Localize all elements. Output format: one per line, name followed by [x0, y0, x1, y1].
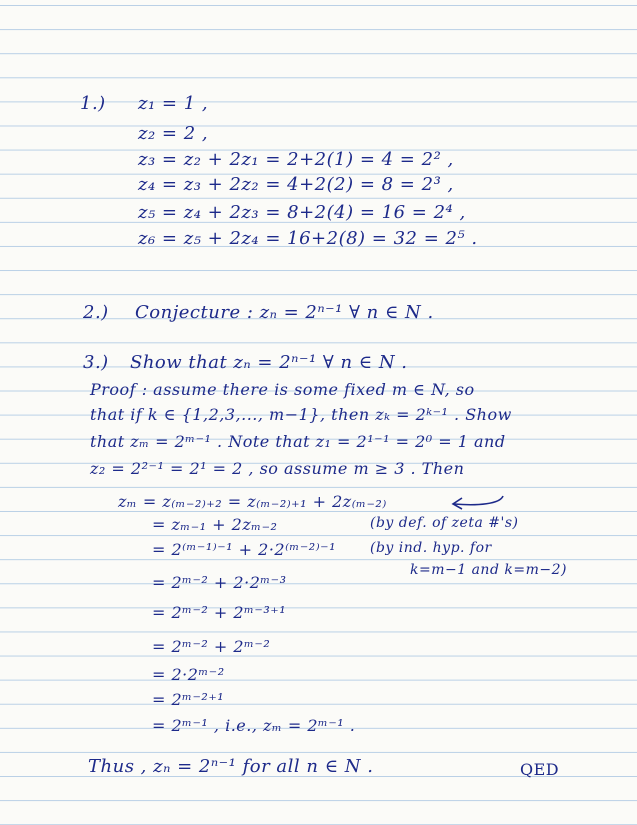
part1-line-6: z₆ = z₅ + 2z₄ = 16+2(8) = 32 = 2⁵ . [138, 228, 478, 249]
calc-line-9: = 2ᵐ⁻¹ , i.e., zₘ = 2ᵐ⁻¹ . [152, 716, 356, 735]
calc-line-1: zₘ = z₍ₘ₋₂₎₊₂ = z₍ₘ₋₂₎₊₁ + 2z₍ₘ₋₂₎ [118, 492, 387, 511]
part3-number: 3.) [83, 352, 109, 373]
calc-line-4: = 2ᵐ⁻² + 2·2ᵐ⁻³ [152, 573, 287, 592]
conjecture-text: Conjecture : zₙ = 2ⁿ⁻¹ ∀ n ∈ N . [135, 302, 434, 323]
part3-heading: Show that zₙ = 2ⁿ⁻¹ ∀ n ∈ N . [130, 352, 408, 373]
proof-line-4: z₂ = 2²⁻¹ = 2¹ = 2 , so assume m ≥ 3 . Then [90, 459, 465, 478]
conclusion-text: Thus , zₙ = 2ⁿ⁻¹ for all n ∈ N . [88, 756, 374, 777]
qed-label: QED [520, 760, 560, 779]
proof-line-3: that zₘ = 2ᵐ⁻¹ . Note that z₁ = 2¹⁻¹ = 2⁰ = 1 and [90, 432, 506, 451]
part1-line-5: z₅ = z₄ + 2z₃ = 8+2(4) = 16 = 2⁴ , [138, 202, 466, 223]
calc-line-7: = 2·2ᵐ⁻² [152, 665, 225, 684]
part1-line-2: z₂ = 2 , [138, 123, 209, 144]
justification-zeta: (by def. of zeta #'s) [370, 515, 519, 531]
part1-number: 1.) [80, 93, 106, 114]
part1-line-3: z₃ = z₂ + 2z₁ = 2+2(1) = 4 = 2² , [138, 149, 454, 170]
calc-line-2: = zₘ₋₁ + 2zₘ₋₂ [152, 515, 278, 534]
calc-line-3: = 2⁽ᵐ⁻¹⁾⁻¹ + 2·2⁽ᵐ⁻²⁾⁻¹ [152, 540, 336, 559]
justification-induction-2: k=m−1 and k=m−2) [410, 562, 567, 578]
part1-line-4: z₄ = z₃ + 2z₂ = 4+2(2) = 8 = 2³ , [138, 174, 454, 195]
part1-line-1: z₁ = 1 , [138, 93, 209, 114]
arrow-left-icon [448, 490, 508, 514]
justification-induction-1: (by ind. hyp. for [370, 540, 492, 556]
calc-line-8: = 2ᵐ⁻²⁺¹ [152, 690, 225, 709]
calc-line-6: = 2ᵐ⁻² + 2ᵐ⁻² [152, 637, 271, 656]
calc-line-5: = 2ᵐ⁻² + 2ᵐ⁻³⁺¹ [152, 603, 287, 622]
proof-line-2: that if k ∈ {1,2,3,..., m−1}, then zₖ = 2ᵏ⁻¹ . Show [90, 405, 512, 424]
proof-line-1: Proof : assume there is some fixed m ∈ N, so [90, 380, 475, 399]
part2-number: 2.) [83, 302, 109, 323]
